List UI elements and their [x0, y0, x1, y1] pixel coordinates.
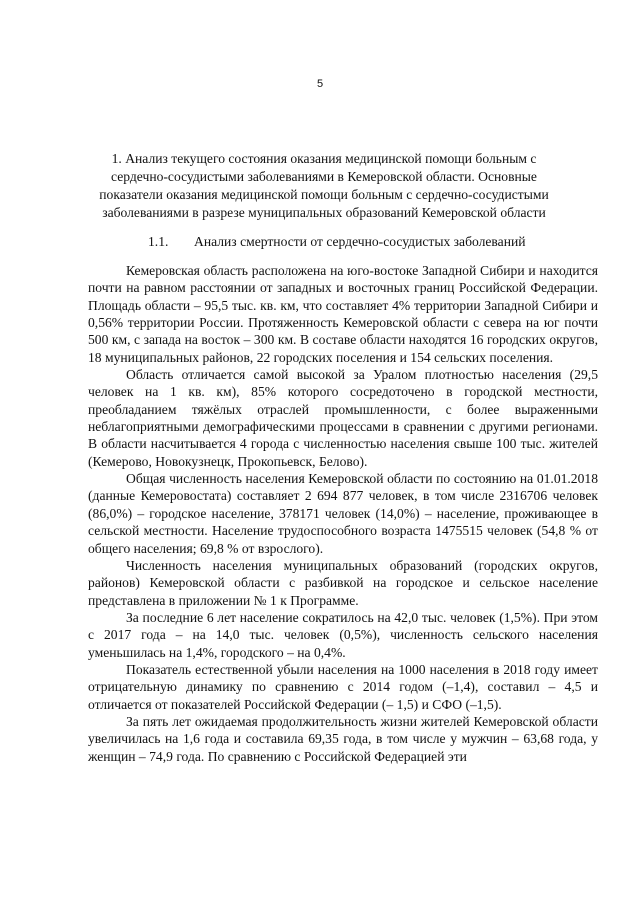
page-number: 5: [316, 78, 324, 90]
subsection-heading: [96, 233, 552, 251]
subsection-number: 1.1.: [148, 234, 169, 249]
body-text: [88, 262, 598, 765]
paragraph: За последние 6 лет население сократилось на 42,0 тыс. человек (1,5%). При этом с 2017 года – на 14,0 тыс. человек (0,5%), численность сельского населения уменьшилась на 1,4%, городского – на 0,4%.: [88, 609, 598, 660]
paragraph: Область отличается самой высокой за Уралом плотностью населения (29,5 человек на 1 кв. км), 85% которого сосредоточено в городской местности, преобладанием тяжёлых отраслей промышленности, с более выраженными неблагоприятными демографическими процессами в сравнении с другими регионами. В области насчитывается 4 города с численностью населения свыше 100 тыс. жителей (Кемерово, Новокузнецк, Прокопьевск, Белово).: [88, 367, 598, 469]
paragraph: Показатель естественной убыли населения на 1000 населения в 2018 году имеет отрицательную динамику по сравнению с 2014 годом (–1,4), составил – 4,5 и отличается от показателей Российской Федерации (– 1,5) и СФО (–1,5).: [88, 661, 598, 712]
paragraph: Кемеровская область расположена на юго-востоке Западной Сибири и находится почти на равном расстоянии от западных и восточных границ Российской Федерации. Площадь области – 95,5 тыс. кв. км, что составляет 4% территории Западной Сибири и 0,56% территории России. Протяженность Кемеровской области с севера на юг почти 500 км, с запада на восток – 300 км. В составе области находятся 16 городских округов, 18 муниципальных районов, 22 городских поселения и 154 сельских поселения.: [88, 263, 598, 365]
paragraph: Общая численность населения Кемеровской области по состоянию на 01.01.2018 (данные Кемеровостата) составляет 2 694 877 человек, в том числе 2316706 человек (86,0%) – городское население, 378171 человек (14,0%) – население, проживающее в сельской местности. Население трудоспособного возраста 1475515 человек (54,8 % от общего населения; 69,8 % от взрослого).: [88, 471, 598, 556]
subsection-title: Анализ смертности от сердечно-сосудистых заболеваний: [194, 234, 526, 249]
paragraph: За пять лет ожидаемая продолжительность жизни жителей Кемеровской области увеличилась на 1,6 года и составила 69,35 года, в том числе у мужчин – 63,68 года, у женщин – 74,9 года. По сравнению с Российской Федерацией эти: [88, 713, 598, 764]
paragraph: Численность населения муниципальных образований (городских округов, районов) Кемеровской области с разбивкой на городское и сельское население представлена в приложении № 1 к Программе.: [88, 557, 598, 608]
section-heading: 1. Анализ текущего состояния оказания медицинской помощи больным с сердечно-сосудистыми заболеваниями в Кемеровской области. Основные показатели оказания медицинской помощи больным с сердечно-сосудистыми заболеваниями в разрезе муниципальных образований Кемеровской области: [99, 151, 549, 220]
